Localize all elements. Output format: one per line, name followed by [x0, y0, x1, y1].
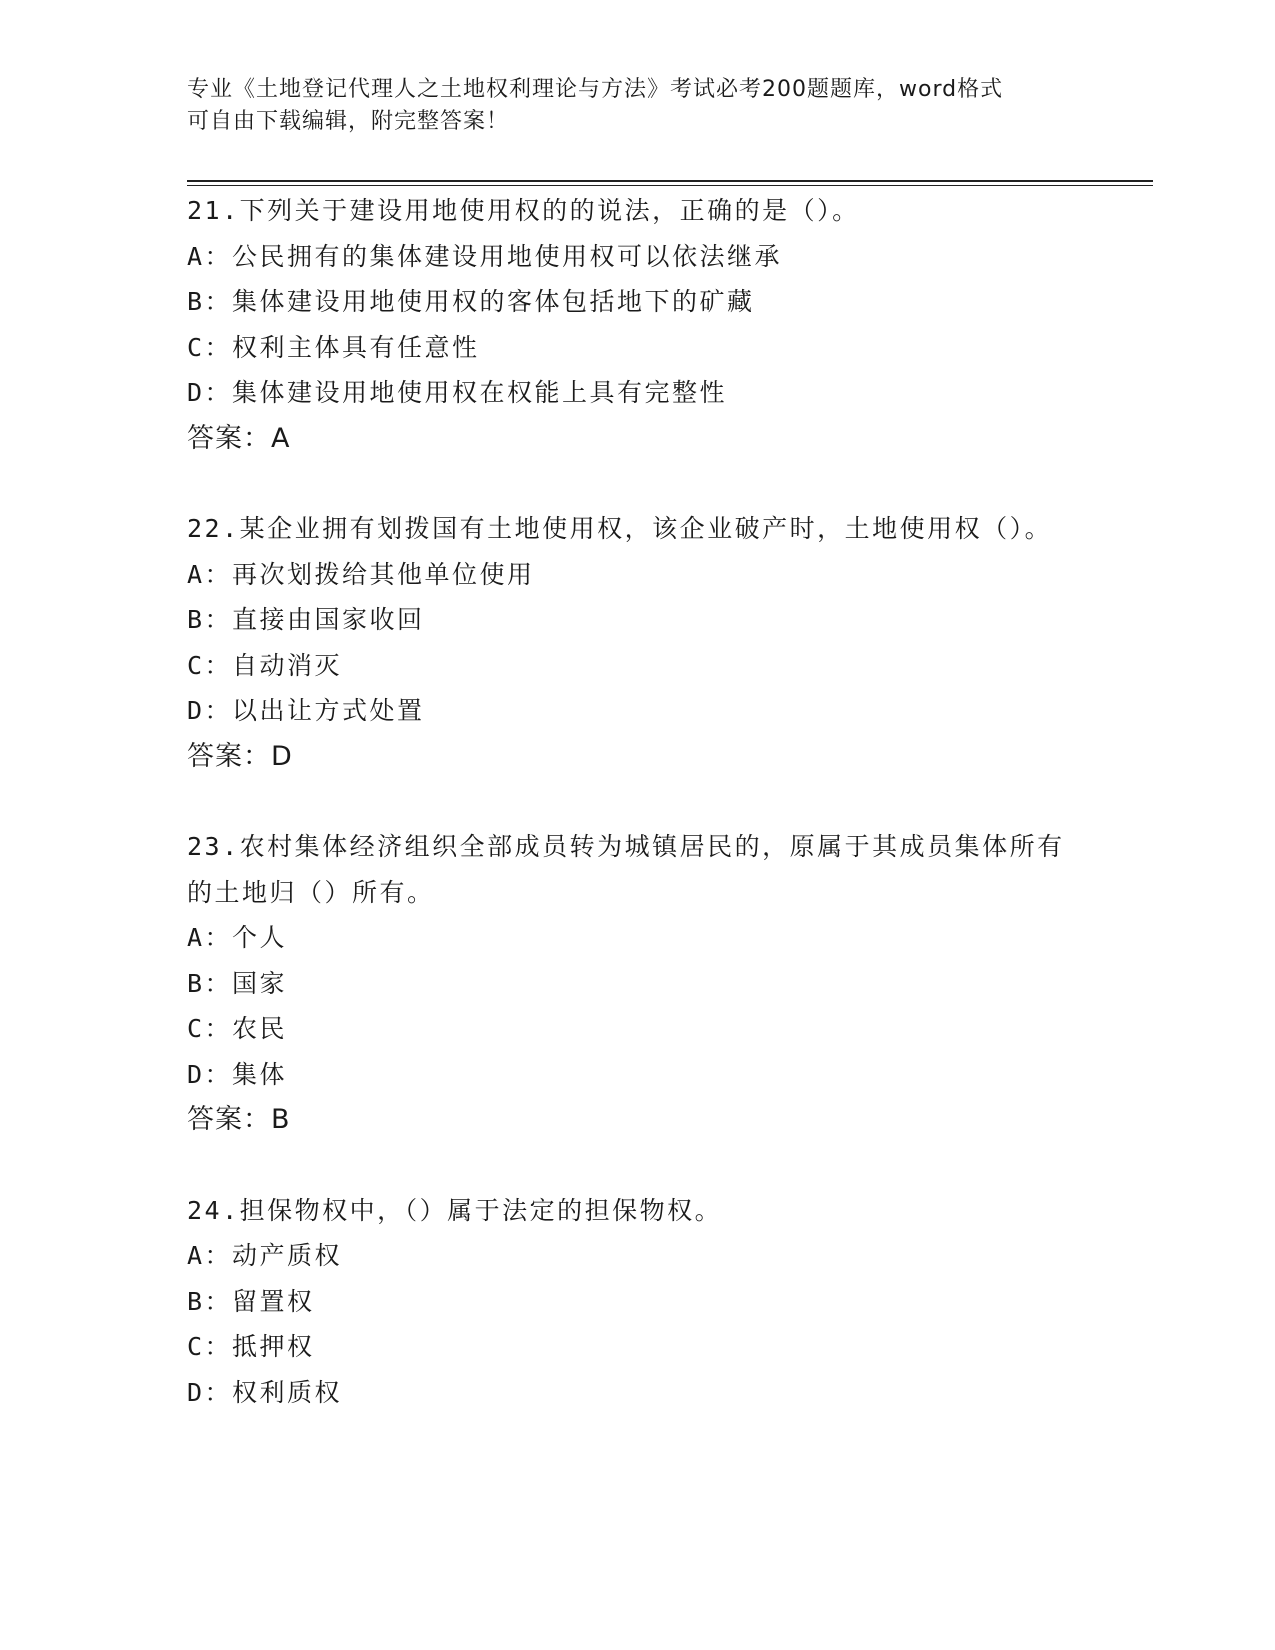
option-b: B：留置权 [187, 1286, 315, 1316]
option-c: C：抵押权 [187, 1332, 315, 1361]
header-divider-thin [187, 185, 1153, 186]
question-stem: 21.下列关于建设用地使用权的的说法，正确的是（）。 [187, 196, 860, 225]
question-23 [187, 824, 1087, 1143]
answer-line: 答案：A [187, 422, 291, 454]
option-d: D：集体 [187, 1059, 288, 1089]
option-a: A：再次划拨给其他单位使用 [187, 559, 535, 589]
header-divider-thick [187, 180, 1153, 182]
question-22 [187, 506, 1087, 779]
question-stem: 23.农村集体经济组织全部成员转为城镇居民的，原属于其成员集体所有的土地归（）所有。 [187, 832, 1065, 907]
option-a: A：公民拥有的集体建设用地使用权可以依法继承 [187, 241, 783, 271]
question-21 [187, 188, 1087, 461]
question-stem: 22.某企业拥有划拨国有土地使用权，该企业破产时，土地使用权（）。 [187, 514, 1053, 543]
option-c: C：自动消灭 [187, 650, 343, 680]
header-line-1: 专业《土地登记代理人之土地权利理论与方法》考试必考200题题库，word格式 [187, 77, 1004, 102]
option-a: A：个人 [187, 923, 288, 952]
document-header [187, 74, 1087, 138]
answer-line: 答案：B [187, 1104, 291, 1135]
option-d: D：集体建设用地使用权在权能上具有完整性 [187, 378, 728, 407]
header-line-2: 可自由下载编辑，附完整答案！ [187, 109, 510, 134]
answer-line: 答案：D [187, 740, 293, 772]
option-b: B：国家 [187, 968, 288, 998]
option-b: B：集体建设用地使用权的客体包括地下的矿藏 [187, 287, 755, 316]
question-24 [187, 1188, 1087, 1416]
option-a: A：动产质权 [187, 1241, 343, 1270]
question-list [187, 188, 1087, 1460]
option-b: B：直接由国家收回 [187, 605, 425, 634]
option-c: C：权利主体具有任意性 [187, 332, 480, 362]
option-d: D：权利质权 [187, 1377, 343, 1407]
option-d: D：以出让方式处置 [187, 696, 425, 725]
option-c: C：农民 [187, 1014, 288, 1043]
question-stem: 24.担保物权中，（）属于法定的担保物权。 [187, 1195, 723, 1225]
